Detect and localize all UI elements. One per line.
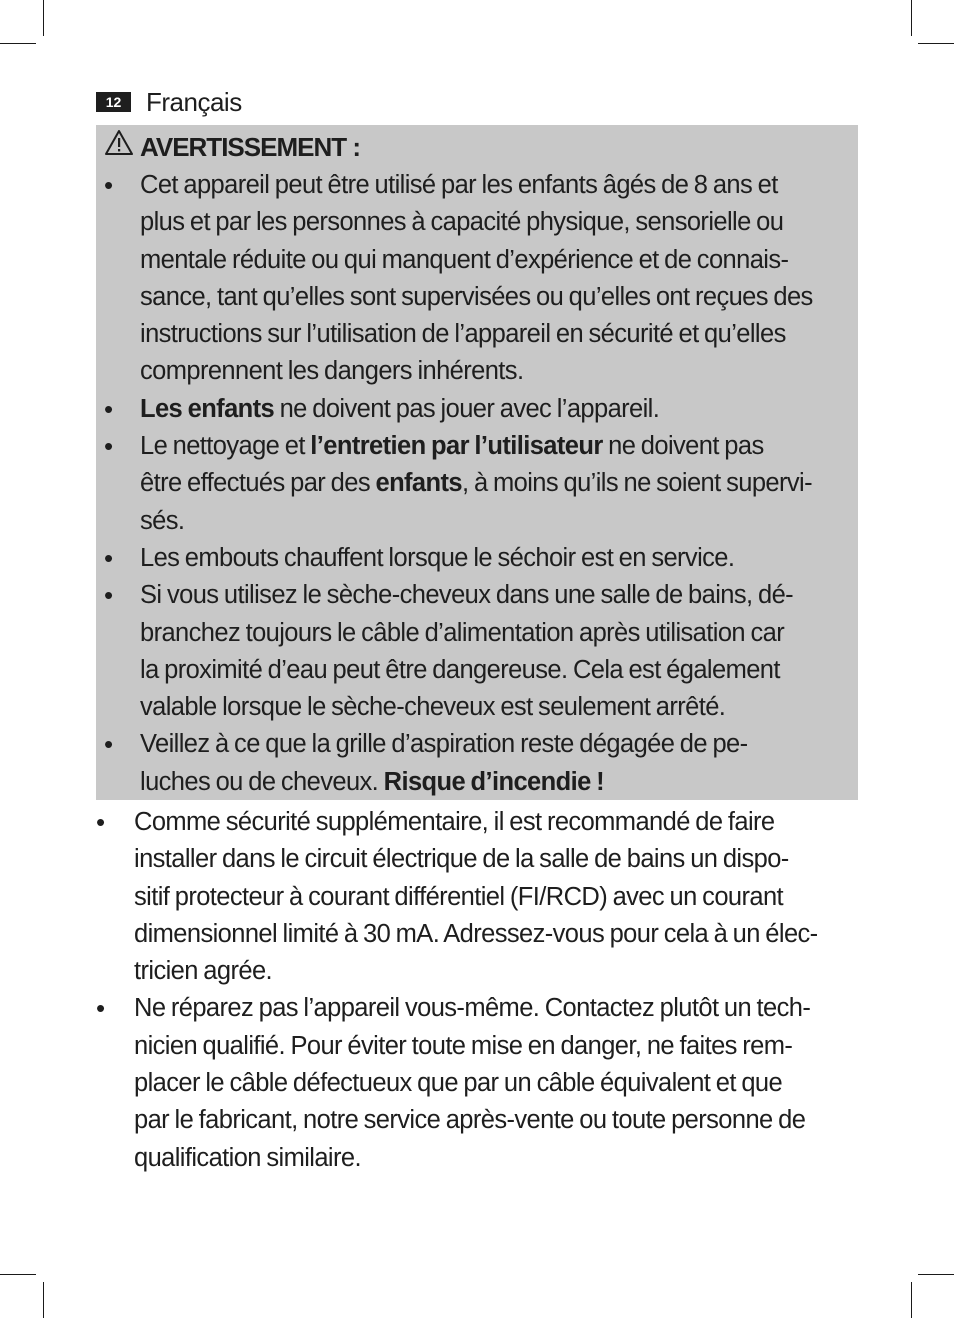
list-item (104, 577, 856, 726)
crop-mark-bottom-left-vertical (43, 1282, 44, 1318)
list-item-text: Les embouts chauffent lorsque le séchoir est en service. (140, 543, 735, 572)
crop-mark-top-left-horizontal (0, 43, 36, 44)
bullet: • (96, 807, 106, 837)
crop-mark-top-left-vertical (43, 0, 44, 36)
list-item (104, 167, 856, 391)
bullet: • (104, 580, 114, 611)
list-item-text: Cet appareil peut être utilisé par les enfants âgés de 8 ans et plus et par les personnes à capacité physique, sensorielle ou mentale réduite ou qui manquent d’expérience et de connais- sance, tant qu’elles sont supervisées ou qu’elles ont reçues des instructions sur l’utilisation de l’appareil en sécurité et qu’elles comprennent les dangers inhérents. (140, 171, 813, 386)
warning-triangle-icon (104, 128, 140, 166)
list-item-text: Si vous utilisez le sèche-cheveux dans une salle de bains, dé- branchez toujours le câble d’alimentation après utilisation car la proximité d’eau peut être dangereuse. Cela est également valable lorsque le sèche-cheveux est seulement arrêté. (140, 581, 794, 722)
crop-mark-bottom-right-vertical (911, 1282, 912, 1318)
bullet: • (96, 993, 106, 1024)
page-language-header: Français (146, 87, 242, 117)
bullet: • (104, 729, 114, 760)
bullet: • (104, 431, 114, 462)
bullet: • (104, 393, 114, 424)
safety-list (96, 804, 860, 1177)
list-item (104, 428, 856, 540)
crop-mark-bottom-left-horizontal (0, 1274, 36, 1275)
crop-mark-top-right-vertical (911, 0, 912, 36)
warning-heading (104, 128, 360, 166)
warning-list (104, 167, 856, 801)
page-number: 12 (96, 92, 131, 112)
list-item (104, 540, 856, 577)
list-item (104, 726, 856, 801)
list-item-text: Les enfants ne doivent pas jouer avec l’appareil. (140, 394, 660, 423)
list-item (96, 990, 860, 1176)
list-item-text: Ne réparez pas l’appareil vous-même. Contactez plutôt un tech- nicien qualifié. Pour éviter toute mise en danger, ne faites rem- placer le câble défectueux que par un câble équivalent et que par le fabricant, notre service après-vente ou toute personne de qualification similaire. (134, 994, 811, 1172)
warning-title: AVERTISSEMENT : (140, 132, 360, 162)
list-item-text: Le nettoyage et l’entretien par l’utilisateur ne doivent pas être effectués par des enfants, à moins qu’ils ne soient supervi- sés. (140, 432, 812, 535)
list-item (104, 391, 856, 428)
list-item-text: Veillez à ce que la grille d’aspiration reste dégagée de pe- luches ou de cheveux. Risque d’incendie ! (140, 730, 748, 796)
list-item-text: Comme sécurité supplémentaire, il est recommandé de faire installer dans le circuit électrique de la salle de bains un dispo- sitif protecteur à courant différentiel (FI/RCD) avec un courant dimensionnel limité à 30 mA. Adressez-vous pour cela à un élec- tricien agrée. (134, 808, 818, 986)
crop-mark-top-right-horizontal (918, 43, 954, 44)
bullet: • (104, 170, 114, 200)
crop-mark-bottom-right-horizontal (918, 1274, 954, 1275)
list-item (96, 804, 860, 990)
bullet: • (104, 542, 114, 573)
